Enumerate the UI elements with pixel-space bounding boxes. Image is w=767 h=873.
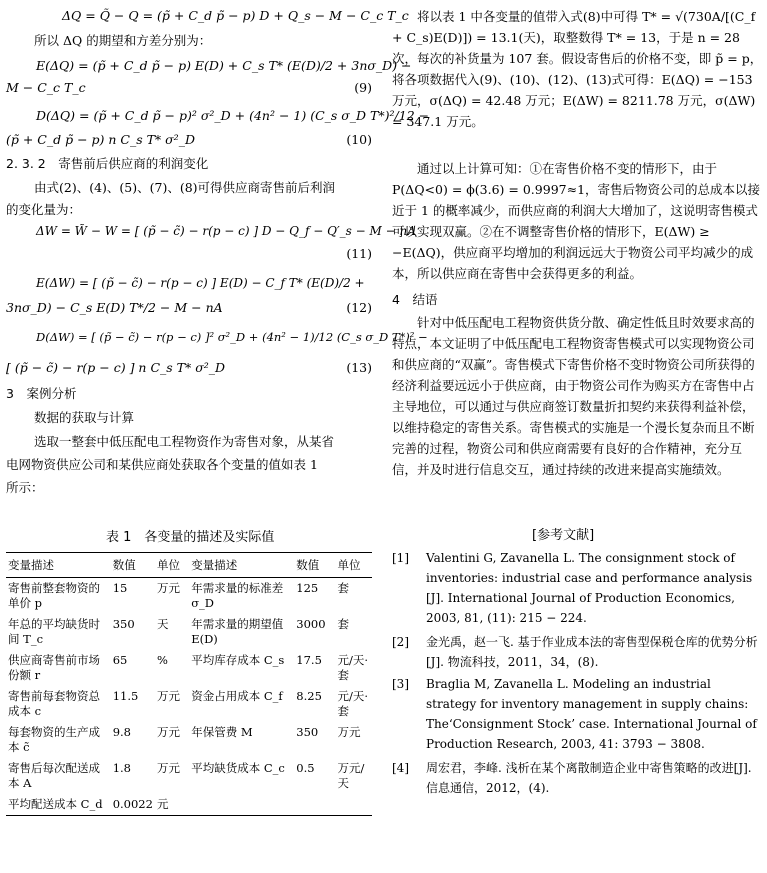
cell: 125 — [296, 581, 319, 595]
header-desc-2: 变量描述 — [189, 553, 294, 578]
equation-9-line1: E(ΔQ) = (p̃ + C_d p̃ − p) E(D) + C_s T* (E(D)/2 + 3nσ_D) − — [36, 58, 412, 73]
cell: 17.5 — [296, 653, 322, 667]
equation-12-line1: E(ΔW) = [ (p̃ − c̃) − r(p − c) ] E(D) − C_f T* (E(D)/2 + — [36, 276, 365, 290]
cell — [189, 794, 294, 816]
table-caption: 表 1 各变量的描述及实际值 — [106, 530, 275, 545]
equation-number-10: (10) — [346, 132, 372, 147]
cell: 万元 — [156, 725, 180, 739]
para-case-line2: 电网物资供应公司和某供应商处获取各个变量的值如表 1 — [6, 457, 318, 472]
text-derive-line1: 由式(2)、(4)、(5)、(7)、(8)可得供应商寄售前后利润 — [34, 180, 336, 195]
reference-index: [3] — [392, 677, 409, 691]
cell: 万元 — [337, 725, 361, 739]
cell: 年需求量的标准差 σ_D — [191, 581, 284, 610]
equation-13-line1: D(ΔW) = [ (p̃ − c̃) − r(p − c) ]² σ²_D + (4n² − 1)/12 (C_s σ_D T*)² − — [36, 330, 428, 344]
cell: 平均缺货成本 C_c — [191, 761, 285, 775]
cell — [336, 794, 372, 816]
references-title: [参考文献] — [532, 528, 595, 543]
cell: 寄售前整套物资的单价 p — [8, 581, 100, 610]
cell: % — [156, 653, 168, 667]
reference-item — [392, 674, 758, 754]
cell: 万元 — [156, 581, 180, 595]
cell: 9.8 — [112, 725, 131, 739]
equation-number-9: (9) — [354, 80, 372, 95]
para-case-line1: 选取一整套中低压配电工程物资作为寄售对象，从某省 — [34, 434, 335, 449]
cell: 年保管费 M — [191, 725, 253, 739]
cell: 万元 — [156, 689, 180, 703]
section-heading-4: 4 结语 — [392, 292, 438, 307]
cell: 11.5 — [112, 689, 139, 703]
cell: 套 — [337, 581, 350, 595]
equation-12-line2: 3nσ_D) − C_s E(D) T*/2 − M − nA — [6, 300, 223, 315]
table-row — [6, 650, 372, 686]
section-heading-2-3-2: 2. 3. 2 寄售前后供应商的利润变化 — [6, 156, 209, 171]
cell: 万元 — [156, 761, 180, 775]
cell: 元/天·套 — [337, 689, 369, 718]
cell: 每套物资的生产成本 c̃ — [8, 725, 100, 754]
equation-11: ΔW = W̃ − W = [ (p̃ − c̃) − r(p − c) ] D − Q_f − Q′_s − M − nA — [36, 224, 416, 238]
cell: 350 — [296, 725, 319, 739]
reference-item — [392, 632, 758, 672]
header-unit-1: 单位 — [155, 553, 189, 578]
header-desc-1: 变量描述 — [6, 553, 111, 578]
variables-table — [6, 552, 372, 816]
reference-text: 金光禹，赵一飞. 基于作业成本法的寄售型保税仓库的优势分析[J]. 物流科技，2011，34，(8). — [426, 635, 758, 669]
cell: 寄售后每次配送成本 A — [8, 761, 100, 790]
reference-index: [1] — [392, 551, 409, 565]
cell: 天 — [156, 617, 169, 631]
header-value-2: 数值 — [294, 553, 335, 578]
cell: 3000 — [296, 617, 326, 631]
cell: 元/天·套 — [337, 653, 369, 682]
cell: 8.25 — [296, 689, 322, 703]
cell: 0.5 — [296, 761, 315, 775]
equation-10-line2: (p̃ + C_d p̃ − p) n C_s T* σ²_D — [6, 132, 195, 147]
para-calculation: 将以表 1 中各变量的值带入式(8)中可得 T* = √(730A/[(C_f + C_s)E(D)]) = 13.1(天)，取整数得 T* = 13，于是 n = 28 次，每次的补货量为 107 套。假设寄售后的价格不变，即 p̃ = p，将各项数据代入(9)、(10)、(12)、(13)式可得：E(ΔQ) = −153 万元，σ(ΔQ) = 42.48 万元；E(ΔW) = 8211.78 万元，σ(ΔW) = 347.1 万元。 — [392, 9, 763, 129]
cell: 套 — [337, 617, 350, 631]
cell: 供应商寄售前市场份额 r — [8, 653, 100, 682]
reference-text: 周宏君，李峰. 浅析在某个离散制造企业中寄售策略的改进[J]. 信息通信，2012，(4). — [426, 761, 752, 795]
cell: 平均库存成本 C_s — [191, 653, 285, 667]
section-heading-3: 3 案例分析 — [6, 386, 77, 401]
text-derive-line2: 的变化量为： — [6, 202, 82, 217]
equation-number-12: (12) — [346, 300, 372, 315]
cell: 0.0022 — [111, 794, 155, 816]
cell: 元 — [155, 794, 189, 816]
cell: 350 — [112, 617, 135, 631]
header-unit-2: 单位 — [336, 553, 372, 578]
table-row — [6, 686, 372, 722]
reference-text: Braglia M, Zavanella L. Modeling an industrial strategy for inventory management in supply chains: The‘Consignment Stock’ case. International Journal of Production Research, 2003, 41: 3793 − 3808. — [426, 677, 757, 751]
equation-13-line2: [ (p̃ − c̃) − r(p − c) ] n C_s T* σ²_D — [6, 360, 226, 375]
cell: 1.8 — [112, 761, 131, 775]
table-row — [6, 722, 372, 758]
table-row — [6, 794, 372, 816]
para-conclusion-calc: 通过以上计算可知：①在寄售价格不变的情形下，由于 P(ΔQ<0) = ϕ(3.6) = 0.9997≈1，寄售后物资公司的总成本以接近于 1 的概率减少，而供应商的利润大大增加了，这说明寄售模式可以实现双赢。②在不调整寄售价格的情形下，E(ΔW) ≥ −E(ΔQ)，供应商平均增加的利润远远大于物资公司平均减少的成本，所以供应商在寄售中会获得更多的利益。 — [392, 161, 761, 281]
equation-number-11: (11) — [346, 246, 372, 261]
cell — [294, 794, 335, 816]
equation-10-line1: D(ΔQ) = (p̃ + C_d p̃ − p)² σ²_D + (4n² − 1) (C_s σ_D T*)²/12 − — [36, 108, 430, 123]
cell: 寄售前每套物资总成本 c — [8, 689, 100, 718]
cell: 资金占用成本 C_f — [191, 689, 283, 703]
reference-index: [4] — [392, 761, 409, 775]
cell: 年需求量的期望值 E(D) — [191, 617, 284, 646]
equation-9-line2: M − C_c T_c — [6, 80, 86, 95]
cell: 65 — [112, 653, 128, 667]
table-row — [6, 614, 372, 650]
cell: 15 — [112, 581, 128, 595]
cell: 万元/天 — [337, 761, 365, 790]
table-row — [6, 758, 372, 794]
cell: 年总的平均缺货时间 T_c — [8, 617, 100, 646]
reference-item — [392, 548, 758, 628]
header-value-1: 数值 — [111, 553, 155, 578]
para-closing: 针对中低压配电工程物资供货分散、确定性低且时效要求高的特点，本文证明了中低压配电工程物资寄售模式可以实现物资公司和供应商的“双赢”。寄售模式下寄售价格不变时物资公司所获得的经济利益要远远小于供应商，由于物资公司作为购买方在寄售中占主导地位，可以通过与供应商签订数量折扣契约来获得利益补偿，以维持稳定的寄售关系。寄售模式的实施是一个漫长复杂而且不断完善的过程，物资公司和供应商需要有良好的合作精神，充分互信，并及时进行信息交互，通过持续的改进来提高实施绩效。 — [392, 315, 755, 477]
table-header-row — [6, 553, 372, 578]
para-case-line3: 所示： — [6, 480, 44, 495]
table-row — [6, 578, 372, 615]
text-expectation-variance: 所以 ΔQ 的期望和方差分别为： — [34, 33, 212, 48]
reference-item — [392, 758, 758, 798]
reference-text: Valentini G, Zavanella L. The consignment stock of inventories: industrial case and performance analysis [J]. International Journal of Production Economics, 2003, 81, (11): 215 − 224. — [426, 551, 753, 625]
subheading-data: 数据的获取与计算 — [34, 410, 135, 425]
reference-index: [2] — [392, 635, 409, 649]
equation-number-13: (13) — [346, 360, 372, 375]
cell: 平均配送成本 C_d — [6, 794, 111, 816]
equation-delta-q: ΔQ = Q̃ − Q = (p̃ + C_d p̃ − p) D + Q_s − M − C_c T_c — [62, 8, 409, 23]
